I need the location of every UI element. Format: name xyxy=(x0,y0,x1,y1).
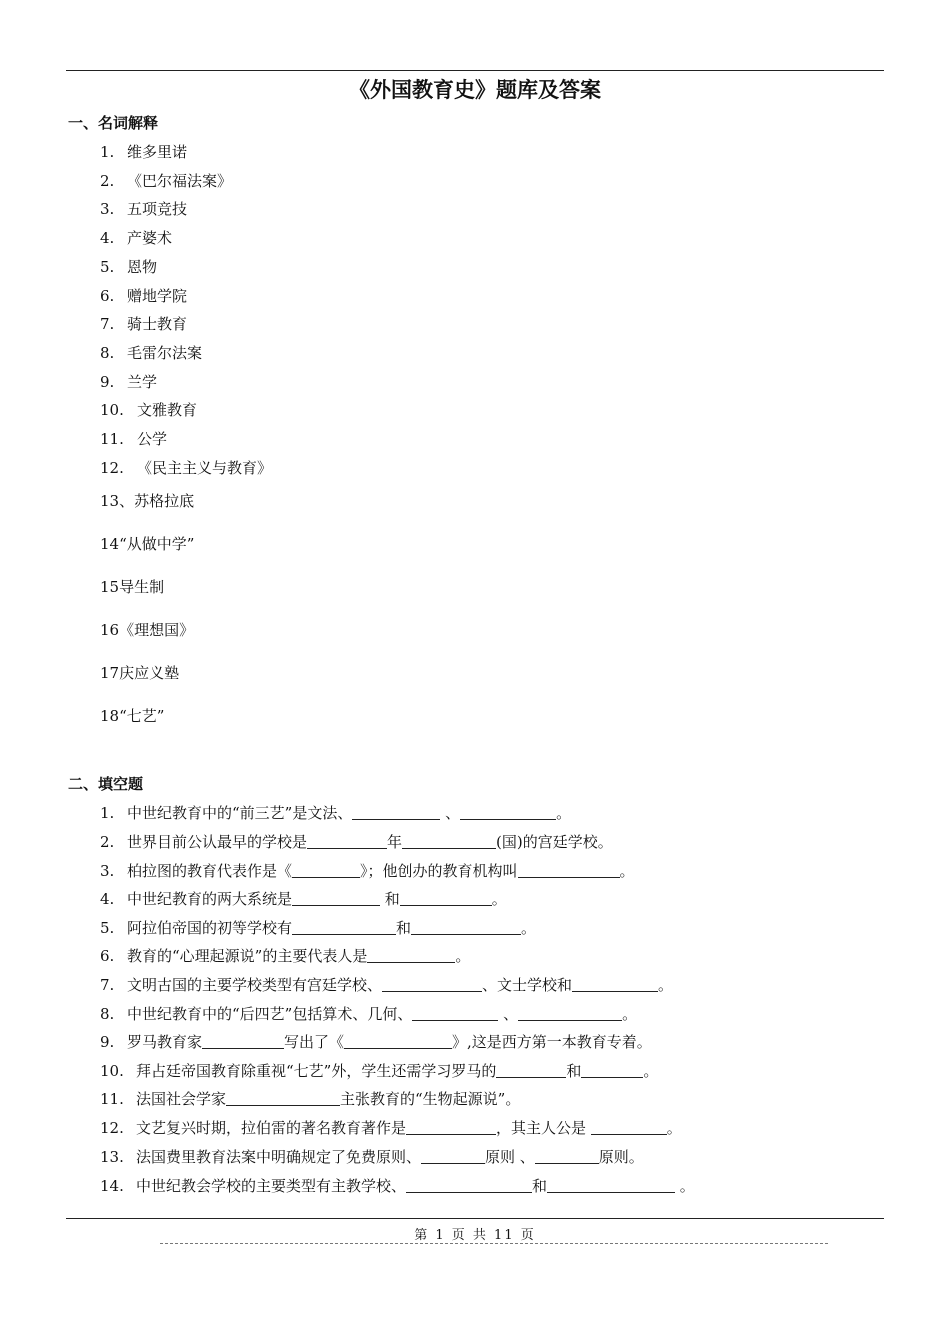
question-text: 中世纪教育的两大系统是 xyxy=(127,890,293,908)
term-text: 庆应义塾 xyxy=(119,664,180,682)
question-text: 世界目前公认最早的学校是 xyxy=(127,833,308,851)
section-heading-fill-blank: 二、填空题 xyxy=(68,775,144,793)
answer-blank[interactable] xyxy=(406,1119,496,1135)
term-number: 5. xyxy=(100,258,115,276)
term-item xyxy=(100,170,232,191)
question-text: 。 xyxy=(643,1062,659,1080)
term-text: 毛雷尔法案 xyxy=(127,344,203,362)
question-text: 、 xyxy=(498,1005,519,1023)
answer-blank[interactable] xyxy=(496,1062,566,1078)
question-text: 法国社会学家 xyxy=(136,1090,227,1108)
term-item xyxy=(100,313,187,334)
question-number: 12. xyxy=(100,1119,124,1137)
term-text: 兰学 xyxy=(127,373,158,391)
question-text: 原则 、 xyxy=(485,1148,535,1166)
term-number: 4. xyxy=(100,229,115,247)
question-text: ，其主人公是 xyxy=(496,1119,591,1137)
question-text: 教育的“心理起源说”的主要代表人是 xyxy=(127,947,368,965)
question-text: 年 xyxy=(387,833,403,851)
term-item xyxy=(100,141,187,162)
question-text: 原则。 xyxy=(598,1148,644,1166)
question-text: 法国费里教育法案中明确规定了免费原则、 xyxy=(136,1148,422,1166)
answer-blank[interactable] xyxy=(226,1090,340,1106)
term-number: 1. xyxy=(100,143,115,161)
question-item xyxy=(100,831,613,852)
answer-blank[interactable] xyxy=(518,862,620,878)
answer-blank[interactable] xyxy=(402,833,496,849)
term-number: 3. xyxy=(100,200,115,218)
answer-blank[interactable] xyxy=(352,804,440,820)
question-item xyxy=(100,1060,658,1081)
term-number: 8. xyxy=(100,344,115,362)
question-text: 和 xyxy=(380,890,400,908)
question-item xyxy=(100,974,673,995)
question-item xyxy=(100,1117,682,1138)
question-text: 。 xyxy=(658,976,674,994)
term-number: 10. xyxy=(100,401,124,419)
question-text: 主张教育的“生物起源说”。 xyxy=(340,1090,521,1108)
question-text: 中世纪教育中的“前三艺”是文法、 xyxy=(127,804,353,822)
term-item xyxy=(100,227,172,248)
question-number: 9. xyxy=(100,1033,115,1051)
term-item xyxy=(100,457,272,478)
term-number: 17 xyxy=(100,664,120,682)
term-item xyxy=(100,576,164,597)
term-number: 16 xyxy=(100,621,120,639)
term-item xyxy=(100,256,157,277)
answer-blank[interactable] xyxy=(572,976,658,992)
term-text: 赠地学院 xyxy=(127,287,188,305)
term-item xyxy=(100,285,187,306)
question-number: 5. xyxy=(100,919,115,937)
question-number: 4. xyxy=(100,890,115,908)
question-number: 11. xyxy=(100,1090,124,1108)
term-number: 15 xyxy=(100,578,120,596)
question-item xyxy=(100,917,536,938)
term-number: 11. xyxy=(100,430,124,448)
term-item xyxy=(100,342,202,363)
question-item xyxy=(100,1146,644,1167)
document-title: 《外国教育史》题库及答案 xyxy=(349,77,601,102)
question-text: 和 xyxy=(532,1177,548,1195)
term-text: 公学 xyxy=(137,430,168,448)
question-number: 10. xyxy=(100,1062,124,1080)
question-number: 8. xyxy=(100,1005,115,1023)
question-text: 拜占廷帝国教育除重视“七艺”外，学生还需学习罗马的 xyxy=(136,1062,497,1080)
term-number: 18 xyxy=(100,707,120,725)
answer-blank[interactable] xyxy=(292,890,380,906)
question-text: 。 xyxy=(455,947,471,965)
header-rule xyxy=(66,70,884,71)
term-text: 导生制 xyxy=(119,578,165,596)
question-number: 14. xyxy=(100,1177,124,1195)
question-text: 。 xyxy=(491,890,507,908)
question-text: 。 xyxy=(622,1005,638,1023)
term-text: 苏格拉底 xyxy=(134,492,195,510)
dashed-separator xyxy=(160,1243,828,1244)
term-text: 维多里诺 xyxy=(127,143,188,161)
answer-blank[interactable] xyxy=(421,1148,485,1164)
question-item xyxy=(100,888,507,909)
term-text: 《民主主义与教育》 xyxy=(137,459,273,477)
term-text: “从做中学” xyxy=(119,535,195,553)
question-text: 。 xyxy=(666,1119,682,1137)
answer-blank[interactable] xyxy=(460,804,556,820)
section-heading-terms: 一、名词解释 xyxy=(68,114,159,132)
term-number: 12. xyxy=(100,459,124,477)
question-text: 文明古国的主要学校类型有宫廷学校、 xyxy=(127,976,383,994)
question-text: 、文士学校和 xyxy=(482,976,573,994)
question-item xyxy=(100,1088,520,1109)
question-text: 。 xyxy=(521,919,537,937)
question-text: 。 xyxy=(619,862,635,880)
term-text: 产婆术 xyxy=(127,229,173,247)
question-item xyxy=(100,1175,695,1196)
term-text: 恩物 xyxy=(127,258,158,276)
term-text: 文雅教育 xyxy=(137,401,198,419)
term-text: 《巴尔福法案》 xyxy=(127,172,233,190)
term-text: 五项竞技 xyxy=(127,200,188,218)
answer-blank[interactable] xyxy=(367,947,455,963)
question-text: 。 xyxy=(556,804,572,822)
question-item xyxy=(100,1003,637,1024)
term-item xyxy=(100,399,197,420)
term-text: 骑士教育 xyxy=(127,315,188,333)
question-text: 写出了《 xyxy=(284,1033,345,1051)
term-text: “七艺” xyxy=(119,707,165,725)
question-number: 1. xyxy=(100,804,115,822)
question-item xyxy=(100,945,470,966)
answer-blank[interactable] xyxy=(292,862,360,878)
question-number: 2. xyxy=(100,833,115,851)
question-text: 柏拉图的教育代表作是《 xyxy=(127,862,293,880)
question-text: (国)的宫廷学校。 xyxy=(496,833,613,851)
question-number: 7. xyxy=(100,976,115,994)
term-number: 6. xyxy=(100,287,115,305)
answer-blank[interactable] xyxy=(400,890,492,906)
answer-blank[interactable] xyxy=(411,919,521,935)
question-text: 罗马教育家 xyxy=(127,1033,203,1051)
term-number: 14 xyxy=(100,535,120,553)
answer-blank[interactable] xyxy=(382,976,482,992)
question-number: 6. xyxy=(100,947,115,965)
question-text: 中世纪教会学校的主要类型有主教学校、 xyxy=(136,1177,407,1195)
page-footer: 第 1 页 共 11 页 xyxy=(414,1228,536,1243)
term-item xyxy=(100,705,164,726)
term-number: 2. xyxy=(100,172,115,190)
answer-blank[interactable] xyxy=(406,1177,532,1193)
question-text: 和 xyxy=(396,919,412,937)
answer-blank[interactable] xyxy=(581,1062,643,1078)
question-number: 3. xyxy=(100,862,115,880)
question-text: 。 xyxy=(675,1177,695,1195)
answer-blank[interactable] xyxy=(202,1033,284,1049)
term-item xyxy=(100,619,194,640)
term-item xyxy=(100,428,167,449)
term-text: 《理想国》 xyxy=(119,621,195,639)
question-item xyxy=(100,860,635,881)
answer-blank[interactable] xyxy=(535,1148,599,1164)
answer-blank[interactable] xyxy=(518,1005,622,1021)
question-number: 13. xyxy=(100,1148,124,1166)
footer-rule xyxy=(66,1218,884,1219)
answer-blank[interactable] xyxy=(344,1033,452,1049)
question-text: 中世纪教育中的“后四艺”包括算术、几何、 xyxy=(127,1005,413,1023)
term-number: 13、 xyxy=(100,492,135,510)
term-item xyxy=(100,533,194,554)
term-item xyxy=(100,662,179,683)
answer-blank[interactable] xyxy=(547,1177,675,1193)
question-text: 》；他创办的教育机构叫 xyxy=(360,862,518,880)
answer-blank[interactable] xyxy=(307,833,387,849)
question-text: 》,这是西方第一本教育专着。 xyxy=(452,1033,652,1051)
term-number: 9. xyxy=(100,373,115,391)
answer-blank[interactable] xyxy=(412,1005,498,1021)
question-item xyxy=(100,1031,652,1052)
term-item xyxy=(100,198,187,219)
question-text: 阿拉伯帝国的初等学校有 xyxy=(127,919,293,937)
term-number: 7. xyxy=(100,315,115,333)
term-item xyxy=(100,371,157,392)
question-text: 和 xyxy=(566,1062,582,1080)
question-text: 、 xyxy=(440,804,461,822)
answer-blank[interactable] xyxy=(292,919,396,935)
question-text: 文艺复兴时期，拉伯雷的著名教育著作是 xyxy=(136,1119,407,1137)
question-item xyxy=(100,802,571,823)
term-item xyxy=(100,490,194,511)
answer-blank[interactable] xyxy=(591,1119,667,1135)
